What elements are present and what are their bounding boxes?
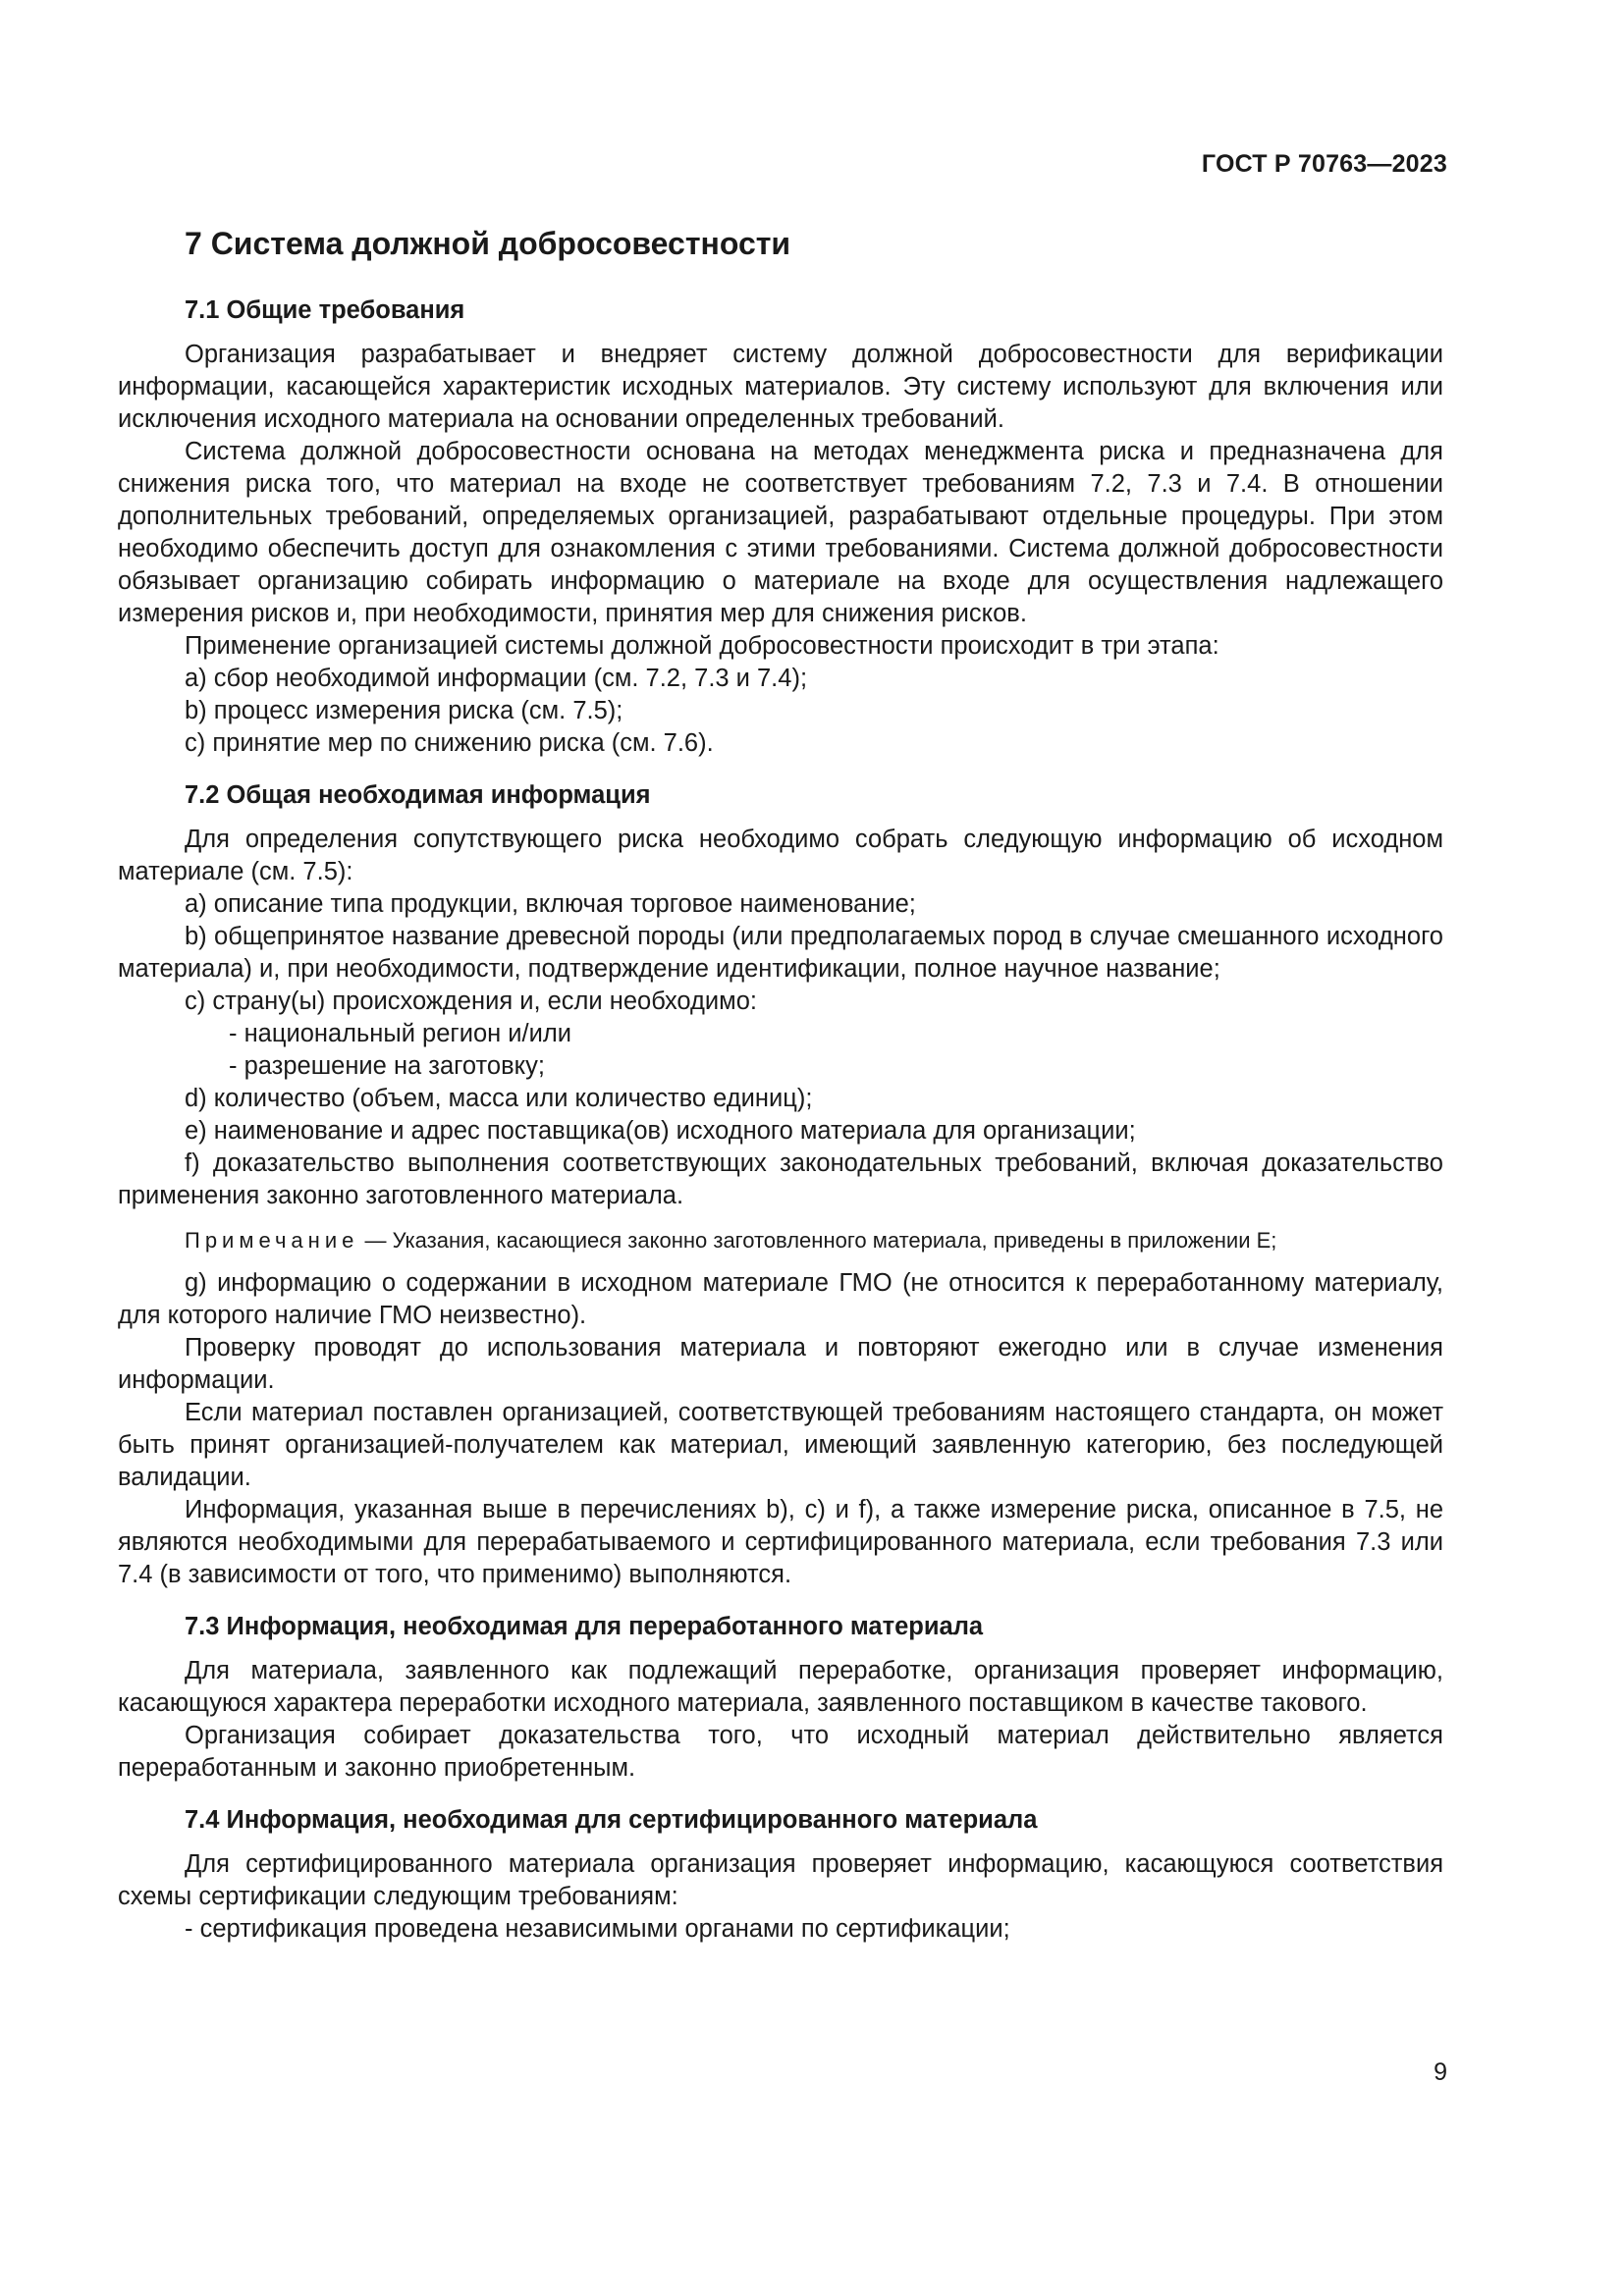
note-label: Примечание bbox=[185, 1228, 359, 1253]
section-7-2-title: 7.2 Общая необходимая информация bbox=[185, 781, 651, 809]
list-item: c) принятие мер по снижению риска (см. 7.6). bbox=[185, 729, 714, 757]
paragraph: Если материал поставлен организацией, соответствующей требованиям настоящего стандарта, он может быть принят организацией-получателем как материал, имеющий заявленную категорию, без последующей валидации. bbox=[118, 1399, 1443, 1491]
note bbox=[118, 1226, 1443, 1255]
paragraph: Применение организацией системы должной добросовестности происходит в три этапа: bbox=[185, 632, 1219, 660]
list-item: g) информацию о содержании в исходном материале ГМО (не относится к переработанному материалу, для которого наличие ГМО неизвестно). bbox=[118, 1269, 1443, 1329]
list-item: a) описание типа продукции, включая торговое наименование; bbox=[185, 890, 916, 918]
list-item: a) сбор необходимой информации (см. 7.2, 7.3 и 7.4); bbox=[185, 665, 808, 692]
page-content bbox=[118, 224, 1443, 1946]
paragraph: Для определения сопутствующего риска необходимо собрать следующую информацию об исходном материале (см. 7.5): bbox=[118, 826, 1443, 885]
dash-list-item: - сертификация проведена независимыми органами по сертификации; bbox=[185, 1915, 1010, 1943]
paragraph: Для сертифицированного материала организация проверяет информацию, касающуюся соответствия схемы сертификации следующим требованиям: bbox=[118, 1850, 1443, 1910]
section-7-title: 7 Система должной добросовестности bbox=[185, 226, 791, 261]
list-item: f) доказательство выполнения соответствующих законодательных требований, включая доказательство применения законно заготовленного материала. bbox=[118, 1149, 1443, 1209]
list-item: c) страну(ы) происхождения и, если необходимо: bbox=[185, 988, 757, 1015]
sub-list-item: - национальный регион и/или bbox=[229, 1020, 571, 1047]
list-item: b) общепринятое название древесной породы (или предполагаемых пород в случае смешанного исходного материала) и, при необходимости, подтверждение идентификации, полное научное название; bbox=[118, 923, 1443, 983]
list-item: b) процесс измерения риска (см. 7.5); bbox=[185, 697, 623, 724]
document-code-header: ГОСТ Р 70763—2023 bbox=[1201, 150, 1447, 178]
note-text: — Указания, касающиеся законно заготовленного материала, приведены в приложении Е; bbox=[358, 1228, 1277, 1253]
page-number: 9 bbox=[1434, 2058, 1447, 2086]
section-7-4-title: 7.4 Информация, необходимая для сертифицированного материала bbox=[185, 1806, 1038, 1834]
list-item: d) количество (объем, масса или количество единиц); bbox=[185, 1085, 813, 1112]
paragraph: Организация собирает доказательства того, что исходный материал действительно является переработанным и законно приобретенным. bbox=[118, 1722, 1443, 1782]
paragraph: Организация разрабатывает и внедряет систему должной добросовестности для верификации информации, касающейся характеристик исходных материалов. Эту систему используют для включения или исключения исходного материала на основании определенных требований. bbox=[118, 341, 1443, 433]
paragraph: Информация, указанная выше в перечислениях b), c) и f), а также измерение риска, описанное в 7.5, не являются необходимыми для перерабатываемого и сертифицированного материала, если требования 7.3 или 7.4 (в зависимости от того, что применимо) выполняются. bbox=[118, 1496, 1443, 1588]
sub-list-item: - разрешение на заготовку; bbox=[229, 1052, 545, 1080]
section-7-1-title: 7.1 Общие требования bbox=[185, 296, 465, 324]
paragraph: Система должной добросовестности основана на методах менеджмента риска и предназначена для снижения риска того, что материал на входе не соответствует требованиям 7.2, 7.3 и 7.4. В отношении дополнительных требований, определяемых организацией, разрабатывают отдельные процедуры. При этом необходимо обеспечить доступ для ознакомления с этими требованиями. Система должной добросовестности обязывает организацию собирать информацию о материале на входе для осуществления надлежащего измерения рисков и, при необходимости, принятия мер для снижения рисков. bbox=[118, 438, 1443, 627]
paragraph: Для материала, заявленного как подлежащий переработке, организация проверяет информацию, касающуюся характера переработки исходного материала, заявленного поставщиком в качестве такового. bbox=[118, 1657, 1443, 1717]
list-item: e) наименование и адрес поставщика(ов) исходного материала для организации; bbox=[185, 1117, 1136, 1145]
paragraph: Проверку проводят до использования материала и повторяют ежегодно или в случае изменения информации. bbox=[118, 1334, 1443, 1394]
section-7-3-title: 7.3 Информация, необходимая для переработанного материала bbox=[185, 1613, 984, 1640]
